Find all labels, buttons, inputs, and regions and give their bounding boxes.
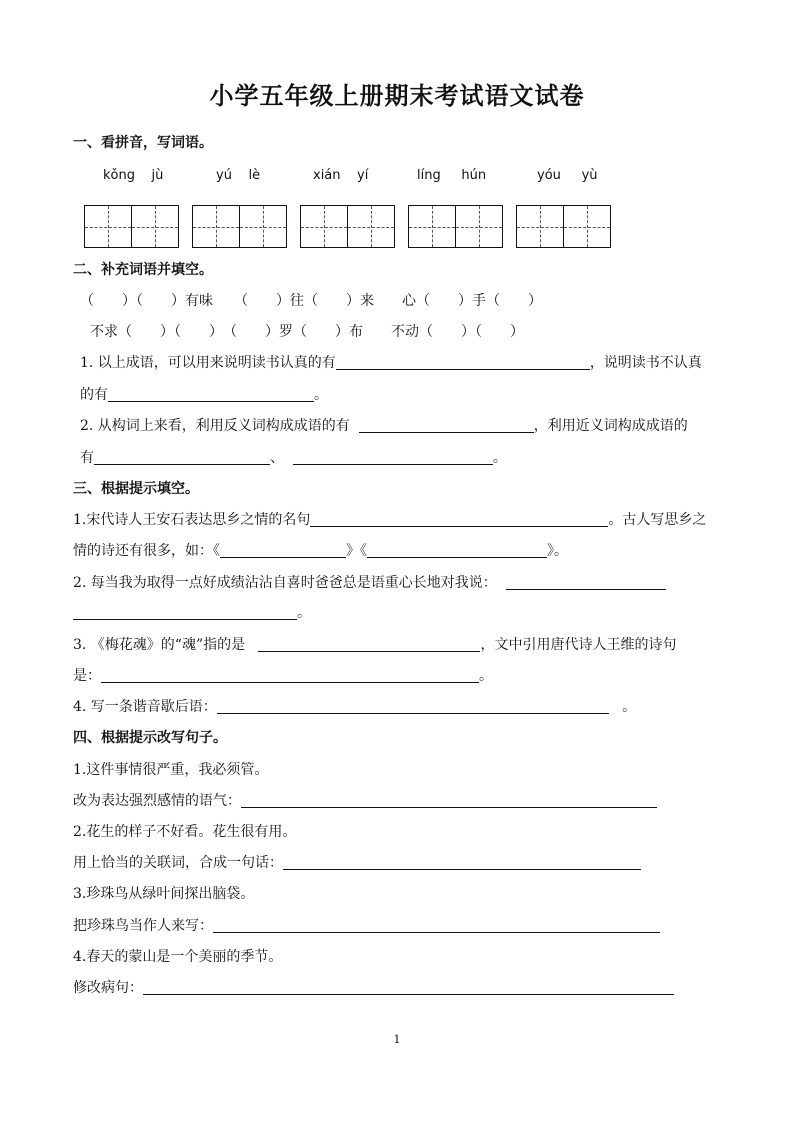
answer-blank[interactable] [217, 699, 609, 714]
question-3-2-cont [73, 604, 311, 622]
pinyin-syllable: yù [581, 168, 598, 183]
pinyin-syllable: yí [357, 168, 369, 183]
question-3-4 [73, 698, 636, 716]
idiom-row-1[interactable]: （ ）（ ）有味 （ ）往（ ）来 心（ ）手（ ） [80, 293, 542, 309]
tianzige-cell[interactable] [564, 205, 611, 248]
question-text: 。 [492, 450, 507, 466]
question-text: 是： [73, 668, 101, 684]
answer-blank[interactable] [108, 387, 314, 402]
pinyin-syllable: kǒng [103, 168, 135, 183]
section1-heading: 一、看拼音，写词语。 [73, 135, 213, 151]
question-2-2 [80, 417, 688, 435]
section3-heading: 三、根据提示填空。 [73, 481, 199, 497]
writing-grid-4 [408, 205, 503, 248]
answer-blank[interactable] [213, 918, 660, 933]
answer-blank[interactable] [241, 793, 657, 808]
question-3-2 [73, 574, 666, 592]
answer-blank[interactable] [336, 355, 590, 370]
question-4-3-answer [73, 917, 660, 935]
question-text: 》。 [547, 543, 568, 559]
section2-heading: 二、补充词语并填空。 [73, 262, 213, 278]
question-2-1 [80, 354, 702, 372]
pinyin-syllable: hún [461, 168, 487, 183]
answer-blank[interactable] [101, 668, 479, 683]
question-3-1-cont [73, 542, 568, 560]
writing-grid-3 [300, 205, 395, 248]
question-text: 。 [479, 668, 493, 684]
tianzige-cell[interactable] [516, 205, 564, 248]
tianzige-cell[interactable] [408, 205, 456, 248]
question-4-4-answer [73, 979, 674, 997]
question-text: 1.宋代诗人王安石表达思乡之情的名句 [73, 512, 311, 528]
question-text: 有 [80, 450, 94, 466]
tianzige-cell[interactable] [348, 205, 395, 248]
question-text: 4. 写一条谐音歇后语： [73, 699, 217, 715]
answer-blank[interactable] [310, 512, 608, 527]
answer-blank[interactable] [359, 418, 534, 433]
pinyin-syllable: líng [417, 168, 441, 183]
question-text: 2. 从构词上来看，利用反义词构成成语的有 [80, 418, 350, 434]
page-title: 小学五年级上册期末考试语文试卷 [209, 82, 585, 110]
question-2-1-cont [80, 386, 328, 404]
question-text: 1. 以上成语，可以用来说明读书认真的有 [80, 355, 336, 371]
answer-blank[interactable] [94, 450, 270, 465]
pinyin-group-2 [216, 168, 260, 183]
answer-blank[interactable] [220, 543, 346, 558]
question-3-1 [73, 511, 706, 529]
tianzige-cell[interactable] [240, 205, 287, 248]
pinyin-group-4 [417, 168, 486, 183]
question-3-3 [73, 636, 676, 654]
question-3-3-cont [73, 667, 493, 685]
answer-blank[interactable] [293, 450, 493, 465]
answer-blank[interactable] [506, 575, 666, 590]
answer-blank[interactable] [143, 980, 674, 995]
writing-grid-5 [516, 205, 611, 248]
question-text: 情的诗还有很多，如：《 [73, 543, 220, 559]
writing-grid-2 [192, 205, 287, 248]
tianzige-cell[interactable] [84, 205, 132, 248]
pinyin-syllable: jù [151, 168, 164, 183]
question-text: 改为表达强烈感情的语气： [73, 793, 241, 809]
pinyin-group-1 [103, 168, 163, 183]
pinyin-group-5 [537, 168, 598, 183]
question-4-2-answer [73, 854, 641, 872]
pinyin-syllable: lè [248, 168, 261, 183]
question-text: ，文中引用唐代诗人王维的诗句 [480, 637, 677, 653]
question-4-3: 3.珍珠鸟从绿叶间探出脑袋。 [73, 886, 255, 902]
answer-blank[interactable] [258, 637, 480, 652]
pinyin-group-3 [313, 168, 368, 183]
question-text: 。 [622, 699, 637, 715]
question-2-2-cont [80, 449, 507, 467]
writing-grid-1 [84, 205, 179, 248]
tianzige-cell[interactable] [300, 205, 348, 248]
question-text: 修改病句： [73, 980, 143, 996]
tianzige-cell[interactable] [132, 205, 179, 248]
pinyin-syllable: xián [313, 168, 341, 183]
pinyin-syllable: yóu [537, 168, 561, 183]
question-text: ，说明读书不认真 [589, 355, 702, 371]
question-text: ，利用近义词构成成语的 [533, 418, 688, 434]
section4-heading: 四、根据提示改写句子。 [73, 730, 227, 746]
answer-blank[interactable] [367, 543, 547, 558]
question-4-1-answer [73, 792, 657, 810]
idiom-row-2[interactable]: 不求（ ）（ ） （ ）罗（ ）布 不动（ ）（ ） [90, 324, 524, 340]
question-text: 。 [314, 387, 328, 403]
answer-blank[interactable] [73, 605, 297, 620]
question-text: 用上恰当的关联词，合成一句话： [73, 855, 283, 871]
question-text: 3. 《梅花魂》的“魂”指的是 [73, 637, 246, 653]
question-4-2: 2.花生的样子不好看。花生很有用。 [73, 824, 297, 840]
page-number: 1 [393, 1033, 401, 1046]
question-text: 把珍珠鸟当作人来写： [73, 918, 213, 934]
question-text: 。古人写思乡之 [608, 512, 707, 528]
answer-blank[interactable] [283, 855, 641, 870]
question-text: 》《 [346, 543, 367, 559]
question-text: 。 [297, 605, 311, 621]
question-4-1: 1.这件事情很严重，我必须管。 [73, 762, 269, 778]
tianzige-cell[interactable] [192, 205, 240, 248]
tianzige-cell[interactable] [456, 205, 503, 248]
question-text: 、 [270, 450, 284, 466]
question-text: 的有 [80, 387, 108, 403]
pinyin-syllable: yú [216, 168, 232, 183]
question-4-4: 4.春天的蒙山是一个美丽的季节。 [73, 949, 283, 965]
question-text: 2. 每当我为取得一点好成绩沾沾自喜时爸爸总是语重心长地对我说： [73, 575, 497, 591]
